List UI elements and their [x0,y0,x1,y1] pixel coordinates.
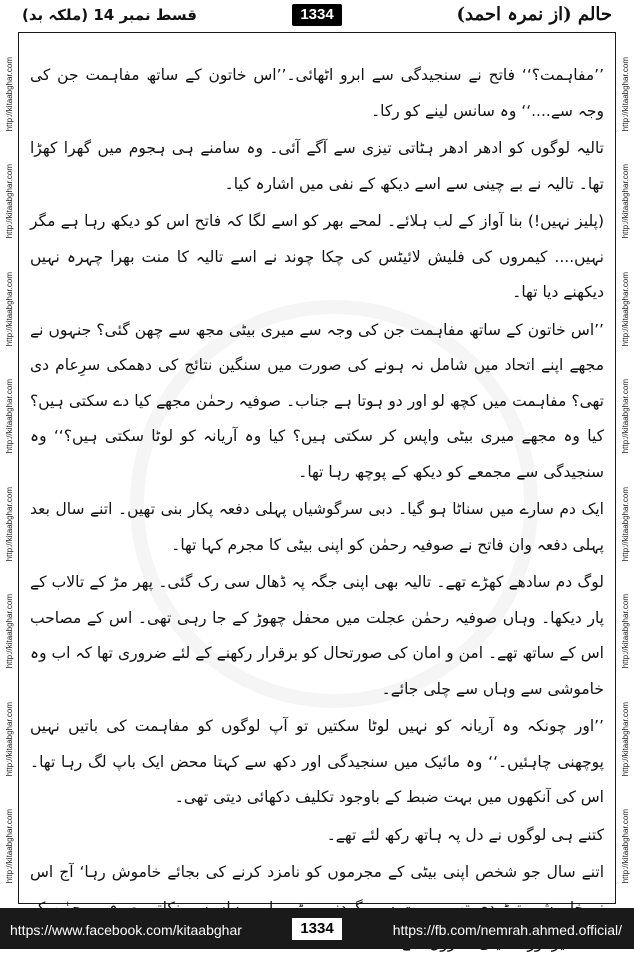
paragraph: لوگ دم سادھے کھڑے تھے۔ تالیہ بھی اپنی جگہ پہ ڈھال سی رک گئی۔ پھر مڑ کے تالاب کے پار دیکھا۔ وہاں صوفیہ رحمٰن عجلت میں محفل چھوڑ کے جا رہی تھی۔ اس کے مصاحب اس کے ساتھ تھے۔ امن و امان کی صورتحال کو برقرار رکھنے کے لئے ضروری تھا کہ اب وہ خاموشی سے وہاں سے چلی جائے۔ [30,573,604,698]
side-link[interactable]: http://kitaabghar.com [620,486,630,561]
paragraph: ایک دم سارے میں سناٹا ہو گیا۔ دبی سرگوشیاں پہلی دفعہ پکار بنی تھیں۔ اتنے سال بعد پہلی دفعہ وان فاتح نے صوفیہ رحمٰن کو اپنی بیٹی کا مجرم کہا تھا۔ [30,500,604,554]
page-footer [0,908,634,949]
paragraph: ’’مفاہمت؟‘‘ فاتح نے سنجیدگی سے ابرو اٹھائی۔’’اس خاتون کے ساتھ مفاہمت جن کی وجہ سے....‘‘ وہ سانس لینے کو رکا۔ [30,66,604,120]
paragraph: اتنے سال جو شخص اپنی بیٹی کے مجرموں کو نامزد کرنے کی بجائے خاموش رہا‘ آج اس [30,863,604,881]
book-title: حالم (از نمرہ احمد) [456,4,612,25]
side-link[interactable]: http://kitaabghar.com [620,594,630,669]
side-link[interactable]: http://kitaabghar.com [4,271,14,346]
side-link[interactable]: http://kitaabghar.com [4,486,14,561]
side-link[interactable]: http://kitaabghar.com [620,164,630,239]
left-margin-links [2,40,16,900]
side-link[interactable]: http://kitaabghar.com [4,56,14,131]
page-number-bottom: 1334 [292,918,342,940]
side-link[interactable]: http://kitaabghar.com [4,164,14,239]
side-link[interactable]: http://kitaabghar.com [620,271,630,346]
side-link[interactable]: http://kitaabghar.com [4,701,14,776]
side-link[interactable]: http://kitaabghar.com [620,701,630,776]
episode-label: قسط نمبر 14 (ملکہ بد) [22,6,197,24]
paragraph: (پلیز نہیں!) بنا آواز کے لب ہلائے۔ لمحے بھر کو اسے لگا کہ فاتح اس کو دیکھ رہا ہے مگر نہیں.... کیمروں کی فلیش لائیٹس کی چکا چوند نے اسے تالیہ کا منت بھرا چہرہ نہیں دیکھنے دیا تھا۔ [30,212,604,301]
side-link[interactable]: http://kitaabghar.com [620,809,630,884]
side-link[interactable]: http://kitaabghar.com [4,809,14,884]
side-link[interactable]: http://kitaabghar.com [4,379,14,454]
paragraph: ’’اس خاتون کے ساتھ مفاہمت جن کی وجہ سے میری بیٹی مجھ سے چھن گئی؟ جنہوں نے مجھے اپنے اتحاد میں شامل نہ ہونے کی صورت میں سنگین نتائج کی دھمکی سرِعام دی تھی؟ مفاہمت میں کچھ لو اور دو ہوتا ہے جناب۔ صوفیہ رحمٰن مجھے کیا دے سکتی ہیں؟ کیا وہ مجھے میری بیٹی واپس کر سکتی ہیں؟ کیا وہ آریانہ کو لوٹا سکتی ہیں؟‘‘ وہ سنجیدگی سے مجمعے کو دیکھ کے پوچھ رہا تھا۔ [30,320,604,481]
right-margin-links [618,40,632,900]
story-body [30,58,604,964]
side-link[interactable]: http://kitaabghar.com [620,379,630,454]
side-link[interactable]: http://kitaabghar.com [620,56,630,131]
author-facebook-link[interactable]: https://fb.com/nemrah.ahmed.official/ [392,922,622,938]
facebook-link[interactable]: https://www.facebook.com/kitaabghar [10,922,242,938]
paragraph: کتنے ہی لوگوں نے دل پہ ہاتھ رکھ لئے تھے۔ [326,825,604,844]
paragraph: تالیہ لوگوں کو ادھر ادھر ہٹاتی تیزی سے آگے آئی۔ وہ سامنے ہی ہجوم میں گھرا کھڑا تھا۔ تالیہ نے بے چینی سے اسے دیکھ کے نفی میں اشارہ کیا۔ [30,139,604,193]
page-number-top: 1334 [292,4,342,26]
paragraph: ’’اور چونکہ وہ آریانہ کو نہیں لوٹا سکتیں تو آپ لوگوں کو مفاہمت کی باتیں نہیں پوچھنی چاہئیں۔‘‘ وہ مائیک میں سنجیدگی اور دکھ سے کہتا محض ایک باپ لگ رہا تھا۔ اس کی آنکھوں میں بہت ضبط کے باوجود تکلیف دکھائی دیتی تھی۔ [30,717,604,806]
page-header [0,0,634,30]
side-link[interactable]: http://kitaabghar.com [4,594,14,669]
